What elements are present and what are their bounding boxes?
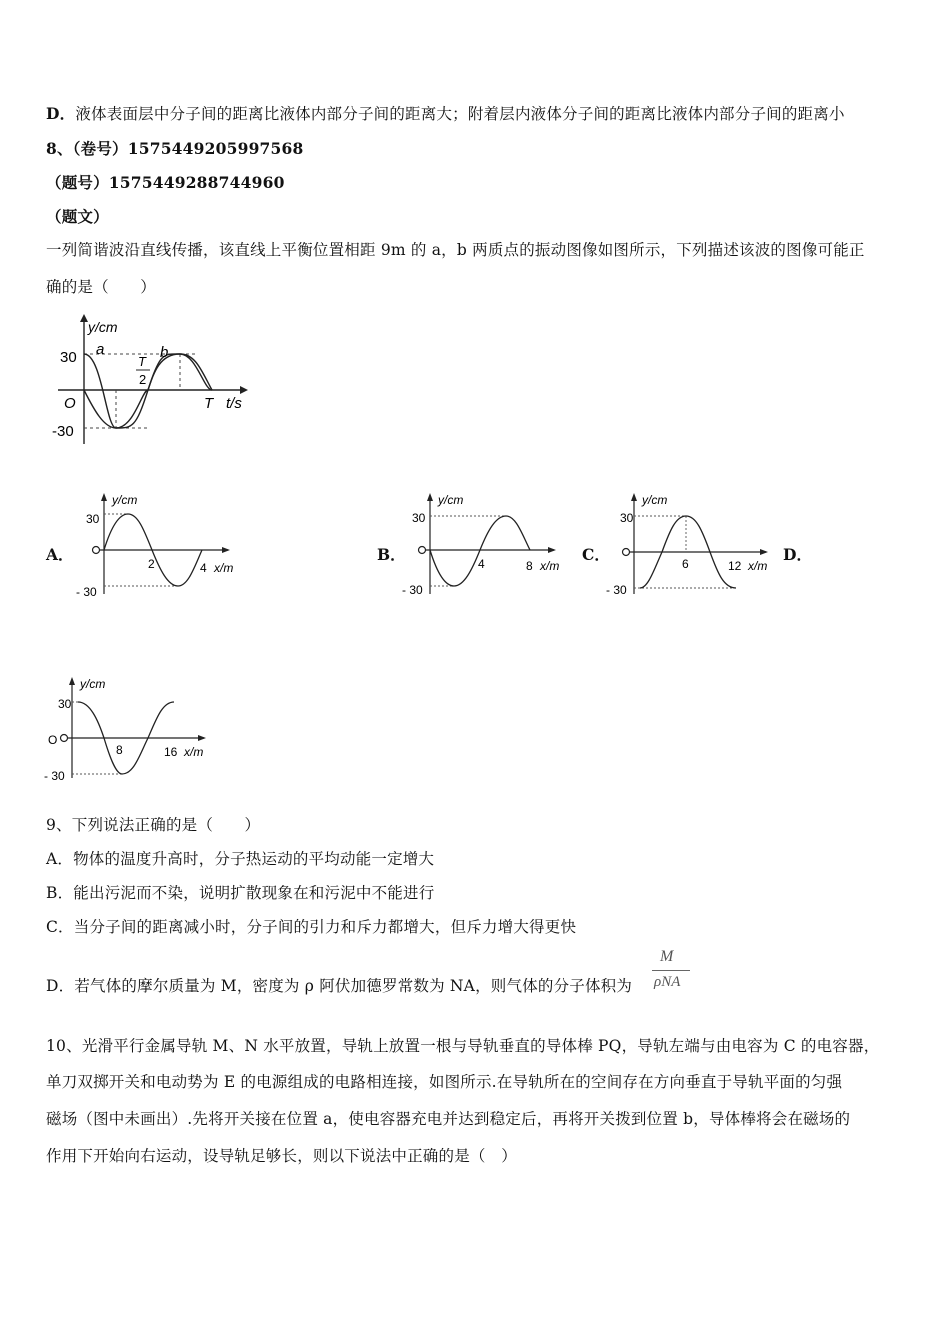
svg-text:x/m: x/m xyxy=(214,561,234,575)
q7-option-d xyxy=(46,102,845,124)
main-y-top: 30 xyxy=(60,349,77,366)
main-xlabel: t/s xyxy=(226,395,242,412)
q10-line4: 作用下开始向右运动，设导轨足够长，则以下说法中正确的是（ ） xyxy=(46,1147,518,1165)
svg-text:O: O xyxy=(48,733,58,747)
svg-text:30: 30 xyxy=(412,511,426,525)
svg-text:- 30: - 30 xyxy=(606,583,627,597)
svg-text:8: 8 xyxy=(526,559,533,573)
svg-text:- 30: - 30 xyxy=(44,769,65,783)
q8-option-a-letter: A． xyxy=(46,545,74,564)
svg-text:- 30: - 30 xyxy=(402,583,423,597)
svg-text:y/cm: y/cm xyxy=(112,493,138,507)
main-t-arrow xyxy=(240,386,248,394)
q8-stem-line1: 一列简谐波沿直线传播，该直线上平衡位置相距 9m 的 a，b 两质点的振动图像如图所示，下列描述该波的图像可能正 xyxy=(46,241,865,259)
q9-option-c: C．当分子间的距离减小时，分子间的引力和斥力都增大，但斥力增大得更快 xyxy=(46,918,577,936)
main-label-a: a xyxy=(96,341,105,358)
q9-frac-num: M xyxy=(660,948,674,965)
q8-option-d-letter: D． xyxy=(783,545,812,564)
svg-text:y/cm: y/cm xyxy=(80,677,106,691)
svg-text:2: 2 xyxy=(148,557,155,571)
svg-text:12: 12 xyxy=(728,559,742,573)
curve-a xyxy=(84,354,212,428)
q8-title-id: （题号）1575449288744960 xyxy=(46,173,285,192)
q9-frac-bar xyxy=(652,970,690,971)
q9-option-d: D．若气体的摩尔质量为 M，密度为 ρ 阿伏加德罗常数为 NA，则气体的分子体积为 xyxy=(46,977,633,995)
svg-text:- 30: - 30 xyxy=(76,585,97,599)
main-origin: O xyxy=(64,395,76,412)
q9-option-a: A．物体的温度升高时，分子热运动的平均动能一定增大 xyxy=(46,850,435,868)
main-y-arrow xyxy=(80,314,88,322)
svg-text:y/cm: y/cm xyxy=(438,493,464,507)
svg-text:y/cm: y/cm xyxy=(642,493,668,507)
main-half-num: T xyxy=(138,354,146,369)
q7-option-d-letter: D． xyxy=(46,104,76,123)
svg-text:16: 16 xyxy=(164,745,178,759)
main-t-end: T xyxy=(204,395,214,412)
q9-frac-den: ρNA xyxy=(654,974,681,990)
svg-text:6: 6 xyxy=(682,557,689,571)
q10-line2: 单刀双掷开关和电动势为 E 的电源组成的电路相连接，如图所示.在导轨所在的空间存在方向垂直于导轨平面的匀强 xyxy=(46,1073,843,1091)
svg-text:30: 30 xyxy=(58,697,72,711)
main-half-den: 2 xyxy=(139,372,147,387)
svg-text:4: 4 xyxy=(478,557,485,571)
svg-text:30: 30 xyxy=(620,511,634,525)
svg-text:x/m: x/m xyxy=(748,559,768,573)
svg-text:4: 4 xyxy=(200,561,207,575)
svg-text:x/m: x/m xyxy=(540,559,560,573)
q8-option-b-letter: B． xyxy=(377,545,406,564)
q10-line1: 10、光滑平行金属导轨 M、N 水平放置，导轨上放置一根与导轨垂直的导体棒 PQ，导轨左端与由电容为 C 的电容器， xyxy=(46,1037,880,1055)
svg-text:8: 8 xyxy=(116,743,123,757)
main-ylabel: y/cm xyxy=(88,319,118,335)
q8-option-a-graph xyxy=(76,490,246,600)
main-label-b: b xyxy=(160,344,169,361)
svg-text:30: 30 xyxy=(86,512,100,526)
q8-title-label: （题文） xyxy=(46,207,109,226)
q8-vibration-graph xyxy=(50,312,260,452)
q8-option-b-graph xyxy=(402,490,572,600)
main-y-bottom: -30 xyxy=(52,423,74,440)
q10-line3: 磁场（图中未画出）.先将开关接在位置 a，使电容器充电并达到稳定后，再将开关拨到位置 b，导体棒将会在磁场的 xyxy=(46,1110,851,1128)
svg-text:x/m: x/m xyxy=(184,745,204,759)
q8-option-c-letter: C． xyxy=(582,545,610,564)
q8-header: 8、（卷号）1575449205997568 xyxy=(46,139,304,158)
q8-option-c-graph xyxy=(606,490,778,600)
q8-stem-line2: 确的是（ ） xyxy=(46,278,156,296)
q9-stem: 9、下列说法正确的是（ ） xyxy=(46,816,261,834)
q7-option-d-text: 液体表面层中分子间的距离比液体内部分子间的距离大；附着层内液体分子间的距离比液体内部分子间的距离小 xyxy=(75,105,845,123)
q8-option-d-graph xyxy=(44,674,216,784)
q9-option-b: B．能出污泥而不染，说明扩散现象在和污泥中不能进行 xyxy=(46,884,435,902)
